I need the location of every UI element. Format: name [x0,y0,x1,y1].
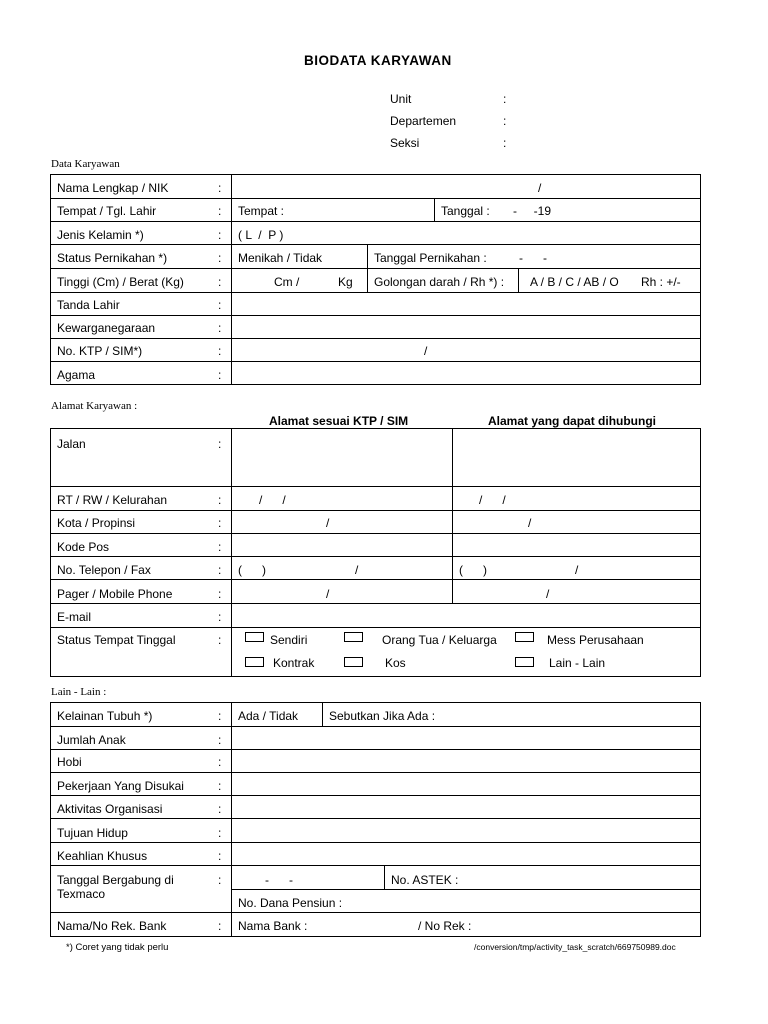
section-heading-data-karyawan: Data Karyawan [51,158,120,170]
pager-dihubungi-sep: / [546,587,550,601]
kota-dihubungi-sep: / [528,516,532,530]
colon: : [218,275,222,289]
colon: : [218,802,222,816]
label-keahlian-khusus: Keahlian Khusus [57,849,148,863]
option-mess-label: Mess Perusahaan [547,633,644,647]
tanggal-bergabung-parts: - - [265,873,293,887]
label-email: E-mail [57,610,92,624]
kg-unit: Kg [338,275,353,289]
colon: : [218,733,222,747]
colon: : [218,204,222,218]
status-pernikahan-options: Menikah / Tidak [238,251,323,265]
col-header-alamat-ktp: Alamat sesuai KTP / SIM [269,414,409,428]
document-path: /conversion/tmp/activity_task_scratch/669750989.doc [474,942,676,952]
colon: : [218,437,222,451]
colon: : [218,493,222,507]
label-tinggi-berat: Tinggi (Cm) / Berat (Kg) [57,275,184,289]
label-agama: Agama [57,368,96,382]
departemen-label: Departemen [390,114,457,128]
checkbox-orang-tua-keluarga[interactable] [344,632,363,642]
colon: : [218,709,222,723]
section-heading-alamat: Alamat Karyawan : [51,400,138,412]
tanggal-label: Tanggal : [441,204,490,218]
colon: : [218,633,222,647]
col-header-alamat-dihubungi: Alamat yang dapat dihubungi [488,414,657,428]
colon: : [218,563,222,577]
telepon-ktp-area: ( ) [238,563,266,577]
colon: : [218,540,222,554]
unit-colon: : [503,92,507,106]
tanggal-pernikahan-label: Tanggal Pernikahan : [374,251,487,265]
telepon-ktp-sep: / [355,563,359,577]
no-astek-label: No. ASTEK : [391,873,459,887]
colon: : [218,228,222,242]
colon: : [218,919,222,933]
label-nama-lengkap: Nama Lengkap / NIK [57,181,169,195]
rt-rw-dihubungi-sep: / / [479,493,506,507]
label-pekerjaan-disukai: Pekerjaan Yang Disukai [57,779,184,793]
colon: : [218,368,222,382]
label-rt-rw-kelurahan: RT / RW / Kelurahan [57,493,168,507]
tanggal-lahir-parts: - -19 [513,204,552,218]
label-nama-no-rek-bank: Nama/No Rek. Bank [57,919,167,933]
checkbox-mess-perusahaan[interactable] [515,632,534,642]
golongan-darah-label: Golongan darah / Rh *) : [374,275,505,289]
kelainan-options: Ada / Tidak [238,709,299,723]
telepon-dihubungi-sep: / [575,563,579,577]
colon: : [218,779,222,793]
jenis-kelamin-options: ( L / P ) [238,228,284,242]
rh-options: Rh : +/- [641,275,681,289]
option-kontrak-label: Kontrak [273,656,315,670]
label-kode-pos: Kode Pos [57,540,110,554]
label-hobi: Hobi [57,755,82,769]
tanggal-pernikahan-parts: - - [519,251,547,265]
colon: : [218,755,222,769]
label-jalan: Jalan [57,437,86,451]
value-nama-nik-sep: / [538,181,542,195]
colon: : [218,610,222,624]
option-sendiri-label: Sendiri [270,633,308,647]
label-kewarganegaraan: Kewarganegaraan [57,321,156,335]
page-title: BIODATA KARYAWAN [304,53,452,68]
cm-unit: Cm / [274,275,300,289]
colon: : [218,826,222,840]
label-status-tempat-tinggal: Status Tempat Tinggal [57,633,176,647]
label-tanggal-bergabung: Tanggal Bergabung di Texmaco [57,873,174,901]
label-jenis-kelamin: Jenis Kelamin *) [57,228,144,242]
ktp-sim-sep: / [424,344,428,358]
rt-rw-ktp-sep: / / [259,493,286,507]
checkbox-kos[interactable] [344,657,363,667]
no-dana-pensiun-label: No. Dana Pensiun : [238,896,343,910]
label-status-pernikahan: Status Pernikahan *) [57,251,168,265]
departemen-colon: : [503,114,507,128]
colon: : [218,587,222,601]
label-kelainan-tubuh: Kelainan Tubuh *) [57,709,153,723]
seksi-label: Seksi [390,136,420,150]
label-kota-propinsi: Kota / Propinsi [57,516,136,530]
pager-ktp-sep: / [326,587,330,601]
tempat-label: Tempat : [238,204,285,218]
nama-bank-label: Nama Bank : [238,919,308,933]
colon: : [218,251,222,265]
seksi-colon: : [503,136,507,150]
label-jumlah-anak: Jumlah Anak [57,733,126,747]
checkbox-sendiri[interactable] [245,632,264,642]
colon: : [218,321,222,335]
label-tempat-tgl-lahir: Tempat / Tgl. Lahir [57,204,157,218]
option-orang-tua-label: Orang Tua / Keluarga [382,633,497,647]
colon: : [218,344,222,358]
colon: : [218,298,222,312]
label-tanda-lahir: Tanda Lahir [57,298,120,312]
option-kos-label: Kos [385,656,406,670]
label-pager-mobile: Pager / Mobile Phone [57,587,173,601]
colon: : [218,181,222,195]
colon: : [218,849,222,863]
checkbox-lain-lain[interactable] [515,657,534,667]
footnote: *) Coret yang tidak perlu [66,942,169,953]
sebutkan-label: Sebutkan Jika Ada : [329,709,436,723]
colon: : [218,516,222,530]
label-no-telepon-fax: No. Telepon / Fax [57,563,151,577]
label-tujuan-hidup: Tujuan Hidup [57,826,128,840]
colon: : [218,873,222,887]
kota-ktp-sep: / [326,516,330,530]
telepon-dihubungi-area: ( ) [459,563,487,577]
label-aktivitas-organisasi: Aktivitas Organisasi [57,802,163,816]
no-rek-label: / No Rek : [418,919,472,933]
section-heading-lain-lain: Lain - Lain : [51,686,107,698]
checkbox-kontrak[interactable] [245,657,264,667]
option-lain-lain-label: Lain - Lain [549,656,606,670]
golongan-darah-options: A / B / C / AB / O [530,275,619,289]
label-no-ktp-sim: No. KTP / SIM*) [57,344,143,358]
unit-label: Unit [390,92,412,106]
